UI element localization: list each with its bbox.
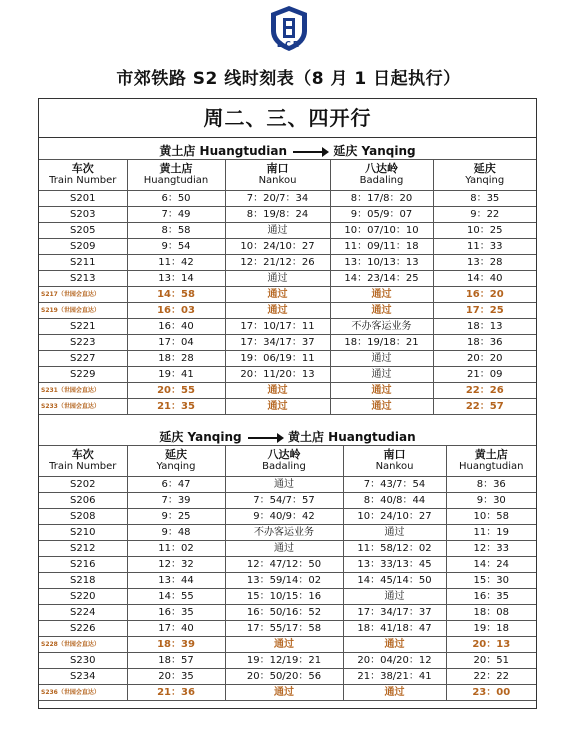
table-row <box>39 621 536 637</box>
time-cell: 18：36 <box>433 335 536 351</box>
time-cell: 通过 <box>330 287 433 303</box>
header-cell: 南口 Nankou <box>225 160 330 191</box>
time-cell: 11：02 <box>127 541 225 557</box>
train-number-cell: S224 <box>39 605 127 621</box>
table-row <box>39 223 536 239</box>
direction-to: 延庆 Yanqing <box>333 144 416 158</box>
table-row <box>39 669 536 685</box>
schedule-days: 周二、三、四开行 <box>39 99 536 138</box>
table-row <box>39 303 536 319</box>
time-cell: 11：09/11：18 <box>330 239 433 255</box>
time-cell: 7：43/7：54 <box>343 477 446 493</box>
time-cell: 21：09 <box>433 367 536 383</box>
timetable-outbound <box>39 159 536 415</box>
time-cell: 11：58/12：02 <box>343 541 446 557</box>
header-cell: 车次 Train Number <box>39 446 127 477</box>
time-cell: 通过 <box>343 589 446 605</box>
time-cell: 14：23/14：25 <box>330 271 433 287</box>
time-cell: 通过 <box>225 541 343 557</box>
header-cell: 黄土店 Huangtudian <box>127 160 225 191</box>
table-row <box>39 335 536 351</box>
time-cell: 18：19/18：21 <box>330 335 433 351</box>
time-cell: 16：35 <box>127 605 225 621</box>
table-row <box>39 637 536 653</box>
time-cell: 14：58 <box>127 287 225 303</box>
time-cell: 通过 <box>330 399 433 415</box>
direction-heading-2 <box>39 428 536 445</box>
table-row <box>39 653 536 669</box>
time-cell: 18：41/18：47 <box>343 621 446 637</box>
train-number-cell: S201 <box>39 191 127 207</box>
table-row <box>39 287 536 303</box>
time-cell: 13：44 <box>127 573 225 589</box>
time-cell: 通过 <box>343 637 446 653</box>
table-row <box>39 255 536 271</box>
direction-from: 延庆 Yanqing <box>159 430 242 444</box>
time-cell: 14：45/14：50 <box>343 573 446 589</box>
time-cell: 20：20 <box>433 351 536 367</box>
time-cell: 9：54 <box>127 239 225 255</box>
time-cell: 18：08 <box>446 605 536 621</box>
table-row <box>39 541 536 557</box>
time-cell: 22：57 <box>433 399 536 415</box>
time-cell: 10：58 <box>446 509 536 525</box>
time-cell: 8：40/8：44 <box>343 493 446 509</box>
time-cell: 20：04/20：12 <box>343 653 446 669</box>
arrow-right-icon <box>293 151 327 153</box>
time-cell: 16：35 <box>446 589 536 605</box>
time-cell: 20：55 <box>127 383 225 399</box>
time-cell: 18：57 <box>127 653 225 669</box>
train-number-cell: S221 <box>39 319 127 335</box>
time-cell: 9：05/9：07 <box>330 207 433 223</box>
header-cell: 黄土店 Huangtudian <box>446 446 536 477</box>
header-cell: 八达岭 Badaling <box>225 446 343 477</box>
time-cell: 9：22 <box>433 207 536 223</box>
table-row <box>39 319 536 335</box>
time-cell: 18：13 <box>433 319 536 335</box>
time-cell: 不办客运业务 <box>330 319 433 335</box>
time-cell: 通过 <box>225 477 343 493</box>
time-cell: 20：35 <box>127 669 225 685</box>
time-cell: 13：10/13：13 <box>330 255 433 271</box>
time-cell: 11：19 <box>446 525 536 541</box>
direction-heading-1 <box>39 142 536 159</box>
time-cell: 10：07/10：10 <box>330 223 433 239</box>
train-number-cell: S210 <box>39 525 127 541</box>
time-cell: 17：55/17：58 <box>225 621 343 637</box>
time-cell: 19：18 <box>446 621 536 637</box>
time-cell: 18：28 <box>127 351 225 367</box>
header-cell: 南口 Nankou <box>343 446 446 477</box>
train-number-cell: S213 <box>39 271 127 287</box>
time-cell: 19：41 <box>127 367 225 383</box>
time-cell: 9：40/9：42 <box>225 509 343 525</box>
page-title: 市郊铁路 S2 线时刻表（8 月 1 日起执行） <box>116 69 461 89</box>
time-cell: 9：30 <box>446 493 536 509</box>
header-cell: 延庆 Yanqing <box>127 446 225 477</box>
time-cell: 12：21/12：26 <box>225 255 330 271</box>
arrow-right-icon <box>248 437 282 439</box>
time-cell: 19：06/19：11 <box>225 351 330 367</box>
time-cell: 8：35 <box>433 191 536 207</box>
time-cell: 9：48 <box>127 525 225 541</box>
time-cell: 8：36 <box>446 477 536 493</box>
time-cell: 通过 <box>225 637 343 653</box>
time-cell: 8：19/8：24 <box>225 207 330 223</box>
time-cell: 18：39 <box>127 637 225 653</box>
time-cell: 7：54/7：57 <box>225 493 343 509</box>
time-cell: 通过 <box>225 303 330 319</box>
train-number-cell: S208 <box>39 509 127 525</box>
time-cell: 22：22 <box>446 669 536 685</box>
train-number-cell: S227 <box>39 351 127 367</box>
time-cell: 20：13 <box>446 637 536 653</box>
time-cell: 14：55 <box>127 589 225 605</box>
header-cell: 延庆 Yanqing <box>433 160 536 191</box>
logo-text: BCR <box>276 40 302 49</box>
train-number-cell: S217（世园会直达） <box>39 287 127 303</box>
time-cell: 14：24 <box>446 557 536 573</box>
table-row <box>39 573 536 589</box>
direction-to: 黄土店 Huangtudian <box>288 430 416 444</box>
timetable-frame <box>38 98 537 709</box>
time-cell: 6：50 <box>127 191 225 207</box>
time-cell: 21：36 <box>127 685 225 701</box>
train-number-cell: S226 <box>39 621 127 637</box>
table-row <box>39 207 536 223</box>
train-number-cell: S236（世园会直达） <box>39 685 127 701</box>
time-cell: 17：34/17：37 <box>225 335 330 351</box>
time-cell: 7：49 <box>127 207 225 223</box>
time-cell: 20：11/20：13 <box>225 367 330 383</box>
time-cell: 21：35 <box>127 399 225 415</box>
table-row <box>39 477 536 493</box>
time-cell: 20：50/20：56 <box>225 669 343 685</box>
time-cell: 17：04 <box>127 335 225 351</box>
table-row <box>39 383 536 399</box>
train-number-cell: S218 <box>39 573 127 589</box>
train-number-cell: S233（世园会直达） <box>39 399 127 415</box>
table-header-row <box>39 446 536 477</box>
time-cell: 16：50/16：52 <box>225 605 343 621</box>
time-cell: 15：10/15：16 <box>225 589 343 605</box>
time-cell: 7：39 <box>127 493 225 509</box>
time-cell: 16：20 <box>433 287 536 303</box>
table-row <box>39 239 536 255</box>
time-cell: 通过 <box>225 223 330 239</box>
time-cell: 21：38/21：41 <box>343 669 446 685</box>
time-cell: 通过 <box>343 685 446 701</box>
train-number-cell: S234 <box>39 669 127 685</box>
train-number-cell: S230 <box>39 653 127 669</box>
direction-from: 黄土店 Huangtudian <box>159 144 287 158</box>
time-cell: 不办客运业务 <box>225 525 343 541</box>
train-number-cell: S229 <box>39 367 127 383</box>
table-row <box>39 557 536 573</box>
time-cell: 通过 <box>225 271 330 287</box>
train-number-cell: S219（世园会直达） <box>39 303 127 319</box>
train-number-cell: S216 <box>39 557 127 573</box>
time-cell: 通过 <box>330 303 433 319</box>
time-cell: 10：24/10：27 <box>225 239 330 255</box>
time-cell: 9：25 <box>127 509 225 525</box>
time-cell: 12：32 <box>127 557 225 573</box>
time-cell: 12：47/12：50 <box>225 557 343 573</box>
time-cell: 8：17/8：20 <box>330 191 433 207</box>
time-cell: 通过 <box>330 351 433 367</box>
time-cell: 通过 <box>225 287 330 303</box>
time-cell: 13：59/14：02 <box>225 573 343 589</box>
train-number-cell: S209 <box>39 239 127 255</box>
time-cell: 16：40 <box>127 319 225 335</box>
time-cell: 23：00 <box>446 685 536 701</box>
time-cell: 通过 <box>343 525 446 541</box>
table-row <box>39 685 536 701</box>
table-row <box>39 589 536 605</box>
train-number-cell: S228（世园会直达） <box>39 637 127 653</box>
header-cell: 车次 Train Number <box>39 160 127 191</box>
time-cell: 17：25 <box>433 303 536 319</box>
train-number-cell: S202 <box>39 477 127 493</box>
table-row <box>39 351 536 367</box>
time-cell: 通过 <box>330 383 433 399</box>
time-cell: 14：40 <box>433 271 536 287</box>
table-row <box>39 399 536 415</box>
train-number-cell: S220 <box>39 589 127 605</box>
time-cell: 通过 <box>330 367 433 383</box>
train-number-cell: S223 <box>39 335 127 351</box>
time-cell: 10：24/10：27 <box>343 509 446 525</box>
train-number-cell: S203 <box>39 207 127 223</box>
time-cell: 7：20/7：34 <box>225 191 330 207</box>
train-number-cell: S231（世园会直达） <box>39 383 127 399</box>
time-cell: 20：51 <box>446 653 536 669</box>
table-row <box>39 271 536 287</box>
time-cell: 11：33 <box>433 239 536 255</box>
time-cell: 22：26 <box>433 383 536 399</box>
time-cell: 10：25 <box>433 223 536 239</box>
time-cell: 8：58 <box>127 223 225 239</box>
timetable-return <box>39 445 536 701</box>
time-cell: 17：34/17：37 <box>343 605 446 621</box>
time-cell: 16：03 <box>127 303 225 319</box>
time-cell: 通过 <box>225 685 343 701</box>
table-row <box>39 605 536 621</box>
table-row <box>39 493 536 509</box>
time-cell: 11：42 <box>127 255 225 271</box>
time-cell: 6：47 <box>127 477 225 493</box>
time-cell: 13：28 <box>433 255 536 271</box>
time-cell: 17：10/17：11 <box>225 319 330 335</box>
train-number-cell: S205 <box>39 223 127 239</box>
table-row <box>39 191 536 207</box>
table-row <box>39 509 536 525</box>
time-cell: 12：33 <box>446 541 536 557</box>
time-cell: 19：12/19：21 <box>225 653 343 669</box>
header-cell: 八达岭 Badaling <box>330 160 433 191</box>
time-cell: 通过 <box>225 399 330 415</box>
time-cell: 17：40 <box>127 621 225 637</box>
time-cell: 13：14 <box>127 271 225 287</box>
time-cell: 通过 <box>225 383 330 399</box>
train-number-cell: S206 <box>39 493 127 509</box>
table-row <box>39 525 536 541</box>
train-number-cell: S211 <box>39 255 127 271</box>
table-header-row <box>39 160 536 191</box>
time-cell: 15：30 <box>446 573 536 589</box>
time-cell: 13：33/13：45 <box>343 557 446 573</box>
train-number-cell: S212 <box>39 541 127 557</box>
table-row <box>39 367 536 383</box>
